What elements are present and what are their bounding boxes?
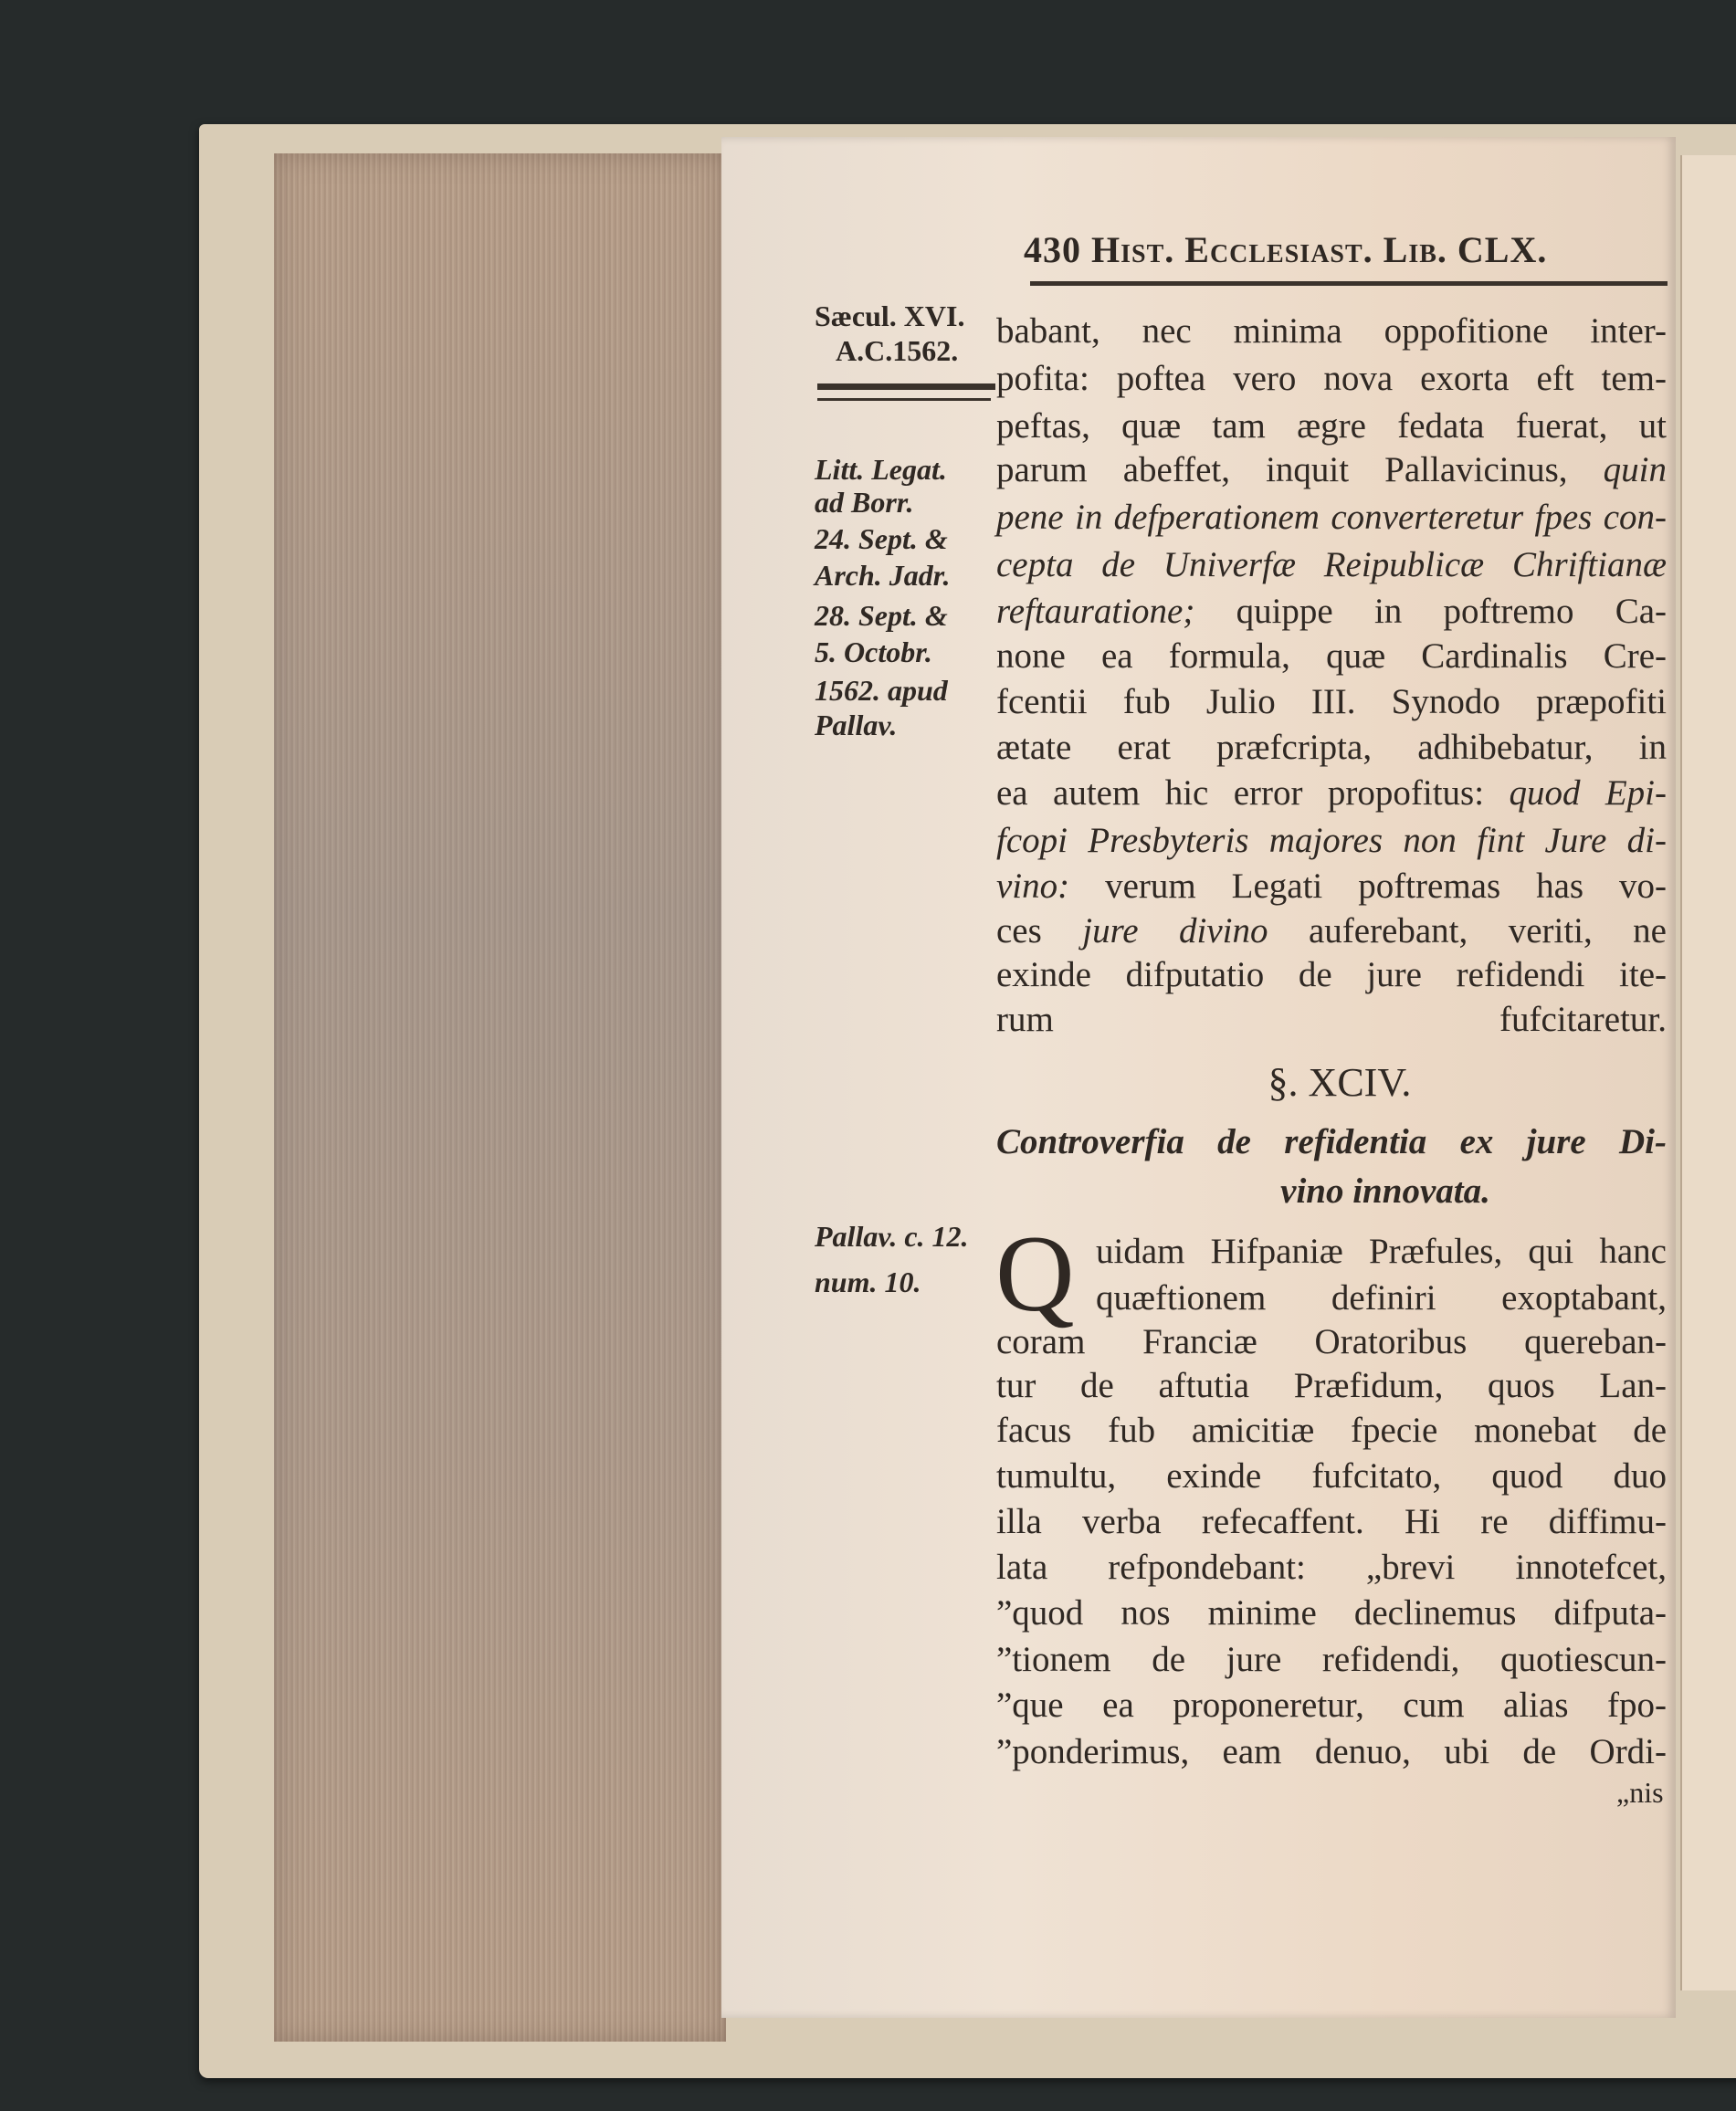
text-segment: ætate erat præfcripta, adhibebatur, in <box>996 728 1667 767</box>
text-line <box>996 681 1667 723</box>
text-line <box>996 310 1667 352</box>
text-segment: illa verba refecaffent. Hi re diffimu- <box>996 1502 1667 1541</box>
text-segment: reftauratione; <box>996 592 1236 631</box>
text-line <box>996 1731 1667 1773</box>
text-segment: quippe in poftremo Ca- <box>1236 592 1668 631</box>
margin-rule <box>817 383 995 390</box>
section-number: §. XCIV. <box>1268 1060 1412 1105</box>
text-line <box>996 1639 1667 1681</box>
text-segment: vino: <box>996 866 1106 906</box>
text-segment: uidam Hifpaniæ Præfules, qui hanc <box>1096 1232 1667 1271</box>
text-line <box>996 1321 1667 1363</box>
text-segment: pofita: poftea vero nova exorta eft tem- <box>996 359 1667 398</box>
margin-rule <box>817 398 991 401</box>
margin-note-century: Sæcul. XVI. <box>815 299 965 332</box>
text-segment: fcopi Presbyteris majores non fint Jure di- <box>996 821 1667 860</box>
margin-note-line: Litt. Legat. <box>815 453 947 486</box>
text-line <box>996 1501 1667 1543</box>
text-segment: parum abeffet, inquit Pallavicinus, <box>996 450 1604 489</box>
text-line <box>996 910 1667 952</box>
text-line <box>996 591 1667 633</box>
text-line <box>996 544 1667 586</box>
text-line <box>996 1365 1667 1407</box>
text-segment: ”quod nos minime declinemus difputa- <box>996 1593 1667 1633</box>
running-header <box>1024 228 1547 271</box>
text-segment: ea autem hic error propofitus: <box>996 773 1510 813</box>
text-line <box>1096 1277 1667 1319</box>
text-line <box>996 497 1667 539</box>
margin-note-line: 28. Sept. & <box>815 599 948 632</box>
text-segment: coram Franciæ Oratoribus quereban- <box>996 1322 1667 1361</box>
text-segment: cepta de Univerfæ Reipublicæ Chriftianæ <box>996 545 1667 584</box>
text-segment: tur de aftutia Præfidum, quos Lan- <box>996 1366 1667 1405</box>
text-line <box>996 358 1667 400</box>
text-segment: ”ponderimus, eam denuo, ubi de Ordi- <box>996 1732 1667 1771</box>
page-number: 430 <box>1024 229 1081 270</box>
text-segment: ”que ea proponeretur, cum alias fpo- <box>996 1686 1667 1725</box>
text-line <box>996 866 1667 908</box>
text-line <box>996 820 1667 862</box>
margin-note-line: num. 10. <box>815 1266 921 1298</box>
text-segment: lata refpondebant: „brevi innotefcet, <box>996 1548 1667 1587</box>
margin-note-line: Pallav. c. 12. <box>815 1220 969 1253</box>
margin-note-line: ad Borr. <box>815 486 914 519</box>
text-segment: babant, nec minima oppofitione inter- <box>996 311 1667 351</box>
text-line <box>996 1547 1667 1589</box>
text-segment: peftas, quæ tam ægre fedata fuerat, ut <box>996 406 1667 446</box>
text-segment: auferebant, veriti, ne <box>1268 911 1667 950</box>
text-line <box>996 772 1667 814</box>
text-segment: facus fub amicitiæ fpecie monebat de <box>996 1411 1667 1450</box>
text-segment: tumultu, exinde fufcitato, quod duo <box>996 1456 1667 1496</box>
text-segment: pene in defperationem converteretur fpes con- <box>996 498 1667 537</box>
margin-note-line: 1562. apud <box>815 674 948 707</box>
text-line <box>996 999 1667 1041</box>
margin-note-line: Pallav. <box>815 709 898 741</box>
running-title: Hist. Ecclesiast. Lib. CLX. <box>1091 229 1548 270</box>
section-title-line: vino innovata. <box>1280 1171 1490 1211</box>
text-line <box>996 449 1667 491</box>
text-segment: exinde difputatio de jure refidendi ite- <box>996 955 1667 994</box>
header-rule <box>1030 281 1668 286</box>
margin-note-line: 5. Octobr. <box>815 635 932 668</box>
next-page-edge <box>1680 155 1736 1990</box>
text-line <box>996 1592 1667 1634</box>
page-block-fore-edge <box>274 153 726 2042</box>
text-segment: jure divino <box>1082 911 1268 950</box>
text-line <box>996 1455 1667 1497</box>
text-line <box>996 1685 1667 1727</box>
text-segment: rum fufcitaretur. <box>996 1000 1667 1039</box>
margin-note-line: 24. Sept. & <box>815 522 948 555</box>
section-title-line: Controverfia de refidentia ex jure Di- <box>996 1122 1667 1161</box>
catchword: „nis <box>1616 1776 1664 1809</box>
drop-cap: Q <box>995 1213 1075 1334</box>
margin-note-year: A.C.1562. <box>836 334 959 367</box>
text-line <box>996 954 1667 996</box>
text-line <box>996 1410 1667 1452</box>
text-segment: quæftionem definiri exoptabant, <box>1096 1278 1667 1318</box>
text-line <box>996 405 1667 447</box>
text-segment: quin <box>1603 450 1667 489</box>
text-segment: ”tionem de jure refidendi, quotiescun- <box>996 1640 1667 1679</box>
text-line <box>996 635 1667 677</box>
text-segment: ces <box>996 911 1083 950</box>
text-line <box>1096 1231 1667 1273</box>
text-line <box>996 727 1667 769</box>
text-segment: none ea formula, quæ Cardinalis Cre- <box>996 636 1667 676</box>
text-segment: quod Epi- <box>1509 773 1667 813</box>
text-segment: verum Legati poftremas has vo- <box>1105 866 1667 906</box>
margin-note-line: Arch. Jadr. <box>815 559 951 592</box>
text-segment: fcentii fub Julio III. Synodo præpofiti <box>996 682 1667 721</box>
